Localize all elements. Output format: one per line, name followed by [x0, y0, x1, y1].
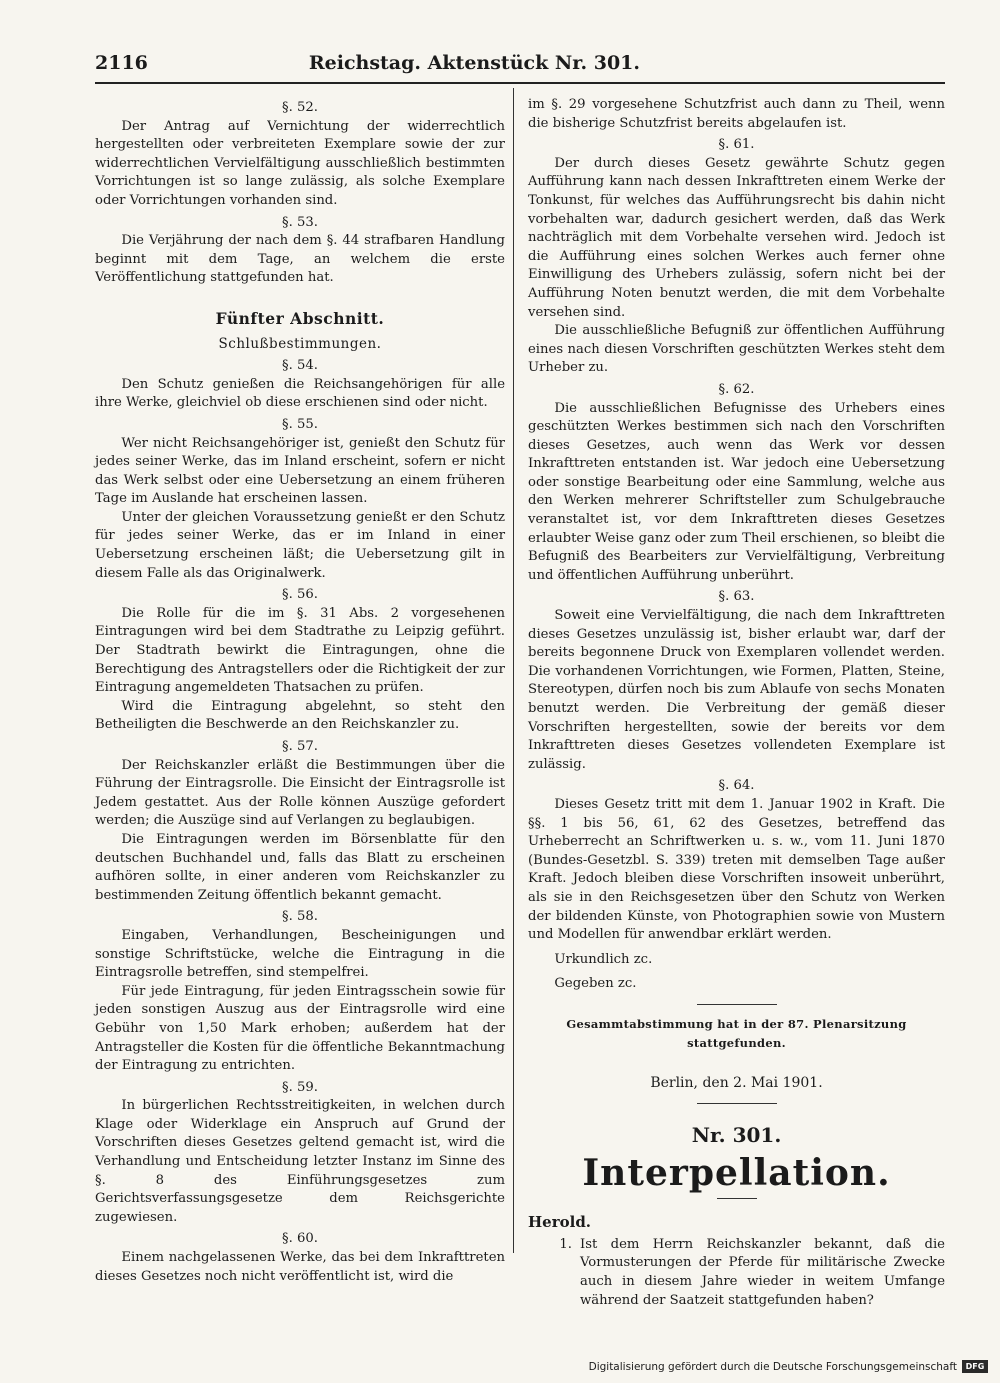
section-title: §. 64.	[718, 778, 755, 794]
section-title: §. 54.	[282, 358, 318, 374]
section-title: §. 62.	[718, 381, 755, 397]
header-rule	[95, 82, 945, 84]
question-number: 1.	[559, 1236, 572, 1252]
section-title: §. 55.	[282, 416, 318, 432]
paragraph: Die ausschließliche Befugniß zur öffentlichen Aufführung eines nach diesen Vorschriften geschützten Werkes steht dem Urheber zu.	[528, 323, 945, 376]
paragraph: In bürgerlichen Rechtsstreitigkeiten, in welchen durch Klage oder Widerklage ein Anspruch auf Grund der Vorschriften dieses Gesetzes geltend gemacht ist, wird die Verhandlung und Entscheidung letzter Instanz im Sinne des §. 8 des Einführungsgesetzes zum Gerichtsverfassungsgesetze dem Reichsgerichte zugewiesen.	[95, 1098, 505, 1225]
section-title: §. 60.	[282, 1231, 318, 1247]
closing-formula: Urkundlich zc.	[554, 951, 653, 967]
footer-text: Digitalisierung gefördert durch die Deutsche Forschungsgemeinschaft	[588, 1360, 957, 1373]
page-header	[95, 52, 640, 82]
paragraph: Der Reichskanzler erläßt die Bestimmungen über die Führung der Eintragsrolle. Die Einsicht der Eintragsrolle ist Jedem gestattet. Aus der Rolle können Auszüge gefordert werden; die Auszüge sind auf Verlangen zu beglaubigen.	[95, 757, 505, 829]
chapter-subtitle: Schlußbestimmungen.	[218, 335, 382, 352]
paragraph: Soweit eine Vervielfältigung, die nach dem Inkrafttreten dieses Gesetzes unzulässig ist, bisher erlaubt war, darf der bereits begonnene Druck von Exemplaren vollendet werden. Die vorhandenen Vorrichtungen, wie Formen, Platten, Steine, Stereotypen, dürfen noch bis zum Ablaufe von sechs Monaten benutzt werden. Die Verbreitung der gemäß dieser Vorschriften hergestellten, sowie der bereits vor dem Inkrafttreten dieses Gesetzes vollendeten Exemplare ist zulässig.	[528, 608, 945, 772]
date-line: Berlin, den 2. Mai 1901.	[650, 1075, 823, 1092]
section-title: §. 59.	[282, 1079, 318, 1095]
separator-rule	[697, 1004, 777, 1005]
paragraph: Den Schutz genießen die Reichsangehörigen für alle ihre Werke, gleichviel ob diese erschienen sind oder nicht.	[95, 376, 505, 411]
paragraph: Eingaben, Verhandlungen, Bescheinigungen und sonstige Schriftstücke, welche die Eintragung in die Eintragsrolle betreffen, sind stempelfrei.	[95, 927, 505, 981]
right-column	[528, 96, 945, 1310]
footer-credit	[589, 1360, 988, 1373]
running-head: Reichstag. Aktenstück Nr. 301.	[308, 52, 640, 74]
dfg-logo-icon: DFG	[962, 1360, 988, 1373]
author-name: Herold.	[528, 1213, 592, 1232]
paragraph: Einem nachgelassenen Werke, das bei dem Inkrafttreten dieses Gesetzes noch nicht veröffentlicht ist, wird die	[95, 1250, 505, 1284]
paragraph-continued: im §. 29 vorgesehene Schutzfrist auch dann zu Theil, wenn die bisherige Schutzfrist bereits abgelaufen ist.	[528, 97, 945, 131]
paragraph: Wird die Eintragung abgelehnt, so steht den Betheiligten die Beschwerde an den Reichskanzler zu.	[95, 698, 505, 733]
section-title: §. 57.	[282, 739, 318, 754]
section-title: §. 53.	[282, 214, 318, 230]
section-title: §. 56.	[282, 587, 318, 603]
question-text: Ist dem Herrn Reichskanzler bekannt, daß die Vormusterungen der Pferde für militärische Zwecke auch in diesem Jahre wieder in weitem Umfange während der Saatzeit stattgefunden haben?	[580, 1236, 945, 1308]
document-title: Interpellation.	[582, 1152, 891, 1195]
left-column	[95, 96, 505, 1286]
paragraph: Unter der gleichen Voraussetzung genießt er den Schutz für jedes seiner Werke, das er im Inland in einer Uebersetzung erscheinen läßt; die Uebersetzung gilt in diesem Falle als das Originalwerk.	[95, 509, 505, 581]
paragraph: Der durch dieses Gesetz gewährte Schutz gegen Aufführung kann nach dessen Inkrafttreten einem Werke der Tonkunst, für welches das Aufführungsrecht bis dahin nicht vorbehalten war, dadurch gesichert werden, daß das Werk nachträglich mit dem Vorbehalte versehen wird. Jedoch ist die Aufführung eines solchen Werkes auch ferner ohne Einwilligung des Urhebers zulässig, sofern nicht bei der Aufführung Noten benutzt werden, die mit dem Vorbehalte versehen sind.	[528, 155, 945, 320]
paragraph: Für jede Eintragung, für jeden Eintragsschein sowie für jeden sonstigen Auszug aus der Eintragsrolle wird eine Gebühr von 1,50 Mark erhoben; außerdem hat der Antragsteller die Kosten für die öffentliche Bekanntmachung der Eintragung zu entrichten.	[95, 983, 505, 1074]
separator-rule	[717, 1198, 757, 1199]
paragraph: Die Verjährung der nach dem §. 44 strafbaren Handlung beginnt mit dem Tage, an welchem die erste Veröffentlichung stattgefunden hat.	[95, 233, 505, 286]
separator-rule	[697, 1103, 777, 1104]
chapter-title: Fünfter Abschnitt.	[215, 308, 385, 328]
closing-formula: Gegeben zc.	[554, 976, 637, 992]
section-title: §. 52.	[282, 100, 318, 115]
page-number: 2116	[95, 52, 148, 74]
paragraph: Die Eintragungen werden im Börsenblatte für den deutschen Buchhandel und, falls das Blatt zu erscheinen aufhören sollte, in einer anderen vom Reichskanzler zu bestimmenden Zeitung öffentlich bekannt gemacht.	[95, 831, 505, 903]
vote-note: Gesammtabstimmung hat in der 87. Plenarsitzung stattgefunden.	[566, 1016, 907, 1050]
paragraph: Dieses Gesetz tritt mit dem 1. Januar 1902 in Kraft. Die §§. 1 bis 56, 61, 62 des Gesetzes, betreffend das Urheberrecht an Schriftwerken u. s. w., vom 11. Juni 1870 (Bundes-Gesetzbl. S. 339) treten mit demselben Tage außer Kraft. Jedoch bleiben diese Vorschriften insoweit unberührt, als sie in den Reichsgesetzen über den Schutz von Werken der bildenden Künste, von Photographien sowie von Mustern und Modellen für anwendbar erklärt werden.	[528, 796, 945, 943]
paragraph: Der Antrag auf Vernichtung der widerrechtlich hergestellten oder verbreiteten Exemplare sowie der zur widerrechtlichen Vervielfältigung ausschließlich bestimmten Vorrichtungen ist so lange zulässig, als solche Exemplare oder Vorrichtungen vorhanden sind.	[95, 118, 505, 208]
column-divider	[513, 88, 514, 1253]
question-item	[528, 1236, 945, 1310]
paragraph: Die ausschließlichen Befugnisse des Urhebers eines geschützten Werkes bestimmen sich nach den Vorschriften dieses Gesetzes, auch wenn das Werk vor dessen Inkrafttreten entstanden ist. War jedoch eine Uebersetzung oder sonstige Bearbeitung oder eine Sammlung, welche aus den Werken mehrerer Schriftsteller zum Schulgebrauche veranstaltet ist, vor dem Inkrafttreten dieses Gesetzes erlaubter Weise ganz oder zum Theil erschienen, so bleibt die Befugniß des Bearbeiters zur Vervielfältigung, Verbreitung und öffentlichen Aufführung unberührt.	[528, 400, 945, 583]
paragraph: Wer nicht Reichsangehöriger ist, genießt den Schutz für jedes seiner Werke, das im Inland erscheint, sofern er nicht das Werk selbst oder eine Uebersetzung an einem früheren Tage im Auslande hat erscheinen lassen.	[95, 435, 505, 507]
section-title: §. 61.	[718, 137, 755, 153]
section-title: §. 58.	[282, 909, 318, 925]
section-title: §. 63.	[718, 589, 755, 605]
paragraph: Die Rolle für die im §. 31 Abs. 2 vorgesehenen Eintragungen wird bei dem Stadtrathe zu Leipzig geführt. Der Stadtrath bewirkt die Eintragungen, ohne die Berechtigung des Antragstellers oder die Richtigkeit der zur Eintragung angemeldeten Thatsachen zu prüfen.	[95, 605, 505, 696]
document-number: Nr. 301.	[691, 1122, 782, 1147]
